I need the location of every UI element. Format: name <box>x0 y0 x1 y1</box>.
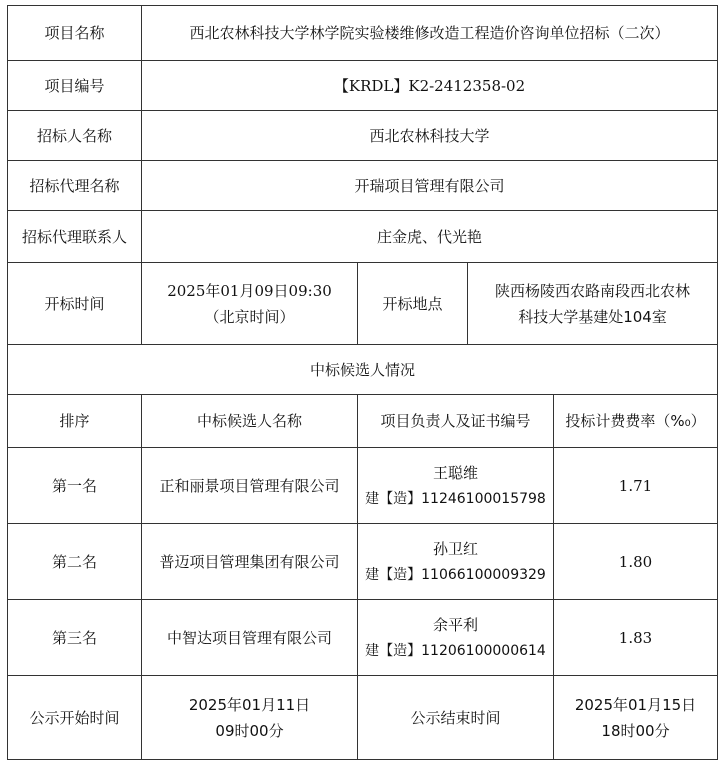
agent-value: 开瑞项目管理有限公司 <box>142 161 718 211</box>
candidate-manager: 王聪维 <box>432 463 478 482</box>
candidate-rank: 第一名 <box>8 448 142 524</box>
candidate-manager: 余平利 <box>432 615 478 634</box>
candidate-cert: 建【造】11066100009329 <box>365 566 546 583</box>
open-time-value <box>142 263 358 345</box>
header-manager: 项目负责人及证书编号 <box>358 395 554 448</box>
publicity-start-value <box>142 676 358 760</box>
table-row <box>8 448 718 524</box>
candidate-company: 正和丽景项目管理有限公司 <box>142 448 358 524</box>
row-project-name <box>8 6 718 61</box>
table-row <box>8 600 718 676</box>
candidate-rate: 1.80 <box>554 524 718 600</box>
row-candidates-header <box>8 395 718 448</box>
candidate-rate: 1.71 <box>554 448 718 524</box>
publicity-start-time: 09时00分 <box>215 721 284 740</box>
bid-result-table <box>7 5 718 760</box>
publicity-end-time: 18时00分 <box>601 721 670 740</box>
open-time-date: 2025年01月09日09:30 <box>167 281 332 300</box>
candidate-rate: 1.83 <box>554 600 718 676</box>
header-rate: 投标计费费率（%₀） <box>554 395 718 448</box>
project-name-label: 项目名称 <box>8 6 142 61</box>
open-time-label: 开标时间 <box>8 263 142 345</box>
publicity-start-label: 公示开始时间 <box>8 676 142 760</box>
tenderer-label: 招标人名称 <box>8 111 142 161</box>
publicity-start-date: 2025年01月11日 <box>188 695 311 714</box>
table-row <box>8 524 718 600</box>
project-code-value: 【KRDL】K2-2412358-02 <box>142 61 718 111</box>
publicity-end-date: 2025年01月15日 <box>574 695 697 714</box>
row-tenderer <box>8 111 718 161</box>
contact-value: 庄金虎、代光艳 <box>142 211 718 263</box>
tenderer-value: 西北农林科技大学 <box>142 111 718 161</box>
row-opening <box>8 263 718 345</box>
project-code-label: 项目编号 <box>8 61 142 111</box>
row-contact <box>8 211 718 263</box>
agent-label: 招标代理名称 <box>8 161 142 211</box>
candidate-manager-cell <box>358 600 554 676</box>
publicity-end-value <box>554 676 718 760</box>
candidates-section-title: 中标候选人情况 <box>8 345 718 395</box>
row-project-code <box>8 61 718 111</box>
row-publicity <box>8 676 718 760</box>
candidate-cert: 建【造】11246100015798 <box>365 490 546 507</box>
candidate-cert: 建【造】11206100000614 <box>365 642 546 659</box>
publicity-end-label: 公示结束时间 <box>358 676 554 760</box>
open-place-label: 开标地点 <box>358 263 468 345</box>
candidate-company: 中智达项目管理有限公司 <box>142 600 358 676</box>
project-name-value: 西北农林科技大学林学院实验楼维修改造工程造价咨询单位招标（二次） <box>142 6 718 61</box>
open-place-value <box>468 263 718 345</box>
row-section-title <box>8 345 718 395</box>
contact-label: 招标代理联系人 <box>8 211 142 263</box>
candidate-manager-cell <box>358 524 554 600</box>
open-place-line2: 科技大学基建处104室 <box>518 307 667 326</box>
candidate-company: 普迈项目管理集团有限公司 <box>142 524 358 600</box>
candidate-manager-cell <box>358 448 554 524</box>
candidate-manager: 孙卫红 <box>432 539 478 558</box>
header-company: 中标候选人名称 <box>142 395 358 448</box>
header-rank: 排序 <box>8 395 142 448</box>
open-time-zone: （北京时间） <box>204 307 295 326</box>
candidate-rank: 第三名 <box>8 600 142 676</box>
candidate-rank: 第二名 <box>8 524 142 600</box>
row-agent <box>8 161 718 211</box>
open-place-line1: 陕西杨陵西农路南段西北农林 <box>495 281 691 300</box>
